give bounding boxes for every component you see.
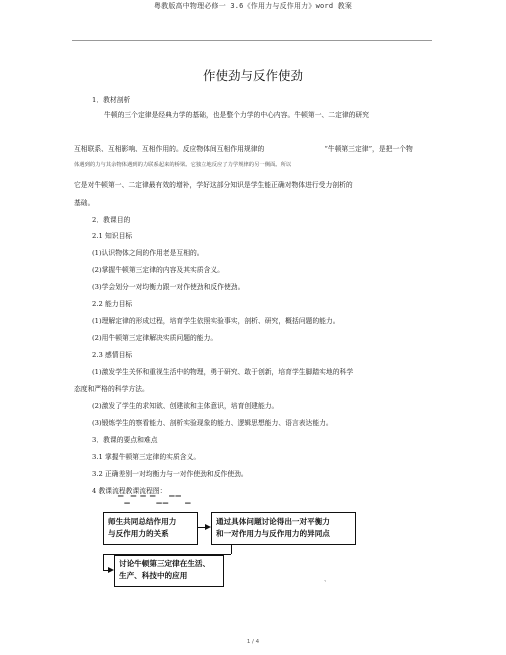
flow-connector bbox=[103, 554, 104, 570]
list-item: (3)学会划分一对均衡力跟一对作使劲和反作使劲。 bbox=[92, 283, 245, 291]
subsection-heading: 2.1 知识目标 bbox=[92, 232, 133, 240]
paragraph-line-part: 互相联系、互相影响、互相作用的。反应物体间互相作用规律的 bbox=[74, 145, 265, 153]
flow-connector bbox=[231, 545, 232, 554]
header-rule bbox=[72, 40, 432, 41]
subsection-heading: 2.3 感情目标 bbox=[92, 351, 133, 359]
paragraph-line-part: “牛顿第三定律”，是把一个物 bbox=[324, 145, 413, 153]
stray-mark: 、 bbox=[324, 576, 331, 583]
list-item: (2)掌握牛顿第三定律的内容及其实质含义。 bbox=[92, 266, 224, 274]
clipped-text-fragment: ▔▁▔ ▔ ▔▁▁▔▔ ▁ bbox=[118, 496, 192, 504]
flow-box-line: 讨论牛顿第三定律在生活、 bbox=[119, 559, 211, 568]
list-item-continuation: 态度和严格的科学方法。 bbox=[74, 385, 149, 393]
flow-box-line: 师生共同总结作用力 bbox=[108, 517, 177, 526]
list-item: 3.1 掌握牛顿第三定律的实质含义。 bbox=[92, 453, 201, 461]
flow-box-line: 和一对作用力与反作用力的异同点 bbox=[216, 529, 330, 538]
page-title: 作使劲与反作使劲 bbox=[202, 68, 303, 83]
section-heading: 4 教课流程教课流程图： bbox=[92, 487, 167, 495]
flow-box-comparison bbox=[211, 512, 356, 545]
subsection-heading: 2.2 能力目标 bbox=[92, 300, 133, 308]
flow-box-line: 与反作用力的关系 bbox=[108, 529, 169, 538]
paragraph-line: 基础。 bbox=[74, 199, 95, 207]
page-header: 粤教版高中物理必修一 3.6《作用力与反作用力》word 教案 bbox=[153, 2, 353, 10]
paragraph-line: 它是对牛顿第一、二定律最有效的增补，学好这部分知识是学生能正确对物体进行受力剖析的 bbox=[74, 181, 353, 189]
list-item: (2)激发了学生的求知欲、创建欲和主体意识，培育创建能力。 bbox=[92, 402, 279, 410]
paragraph-line: 牛顿的三个定律是经典力学的基础，也是整个力学的中心内容。牛顿第一、二定律的研究 bbox=[104, 111, 370, 119]
list-item: (3)锻炼学生的察看能力、剖析实验现象的能力、逻辑思想能力、语言表达能力。 bbox=[92, 419, 333, 427]
list-item: (1)认识物体之间的作用老是互相的。 bbox=[92, 249, 204, 257]
paragraph-line-small: 体遇到的力与其余物体遇到的力联系起来的桥梁。它独立地反应了力学规律的另一侧面。所以 bbox=[74, 162, 292, 168]
flow-box-summary bbox=[103, 512, 198, 545]
flow-box-line: 生产、科技中的应用 bbox=[119, 571, 188, 580]
list-item: 3.2 正确差别一对均衡力与一对作使劲和反作使劲。 bbox=[92, 470, 248, 478]
page-number: 1 / 4 bbox=[246, 639, 260, 645]
list-item: (1)理解定律的形成过程，培育学生依照实验事实，剖析、研究，概括问题的能力。 bbox=[92, 317, 340, 325]
flow-box-application bbox=[114, 555, 224, 587]
section-heading: 3．教课的要点和难点 bbox=[92, 436, 158, 444]
list-item: (2)用牛顿第三定律解决实质问题的能力。 bbox=[92, 334, 218, 342]
flow-arrow bbox=[103, 570, 109, 571]
paragraph-line bbox=[74, 146, 413, 153]
list-item: (1)激发学生关怀和重视生活中的物理，勇于研究、敢于创新，培育学生脚踏实地的科学 bbox=[92, 368, 354, 376]
flow-arrow bbox=[198, 527, 206, 528]
section-heading: 2．教课目的 bbox=[92, 216, 131, 224]
flow-box-line: 通过具体问题讨论得出一对平衡力 bbox=[216, 517, 330, 526]
section-heading: 1．教材剖析 bbox=[92, 96, 131, 104]
